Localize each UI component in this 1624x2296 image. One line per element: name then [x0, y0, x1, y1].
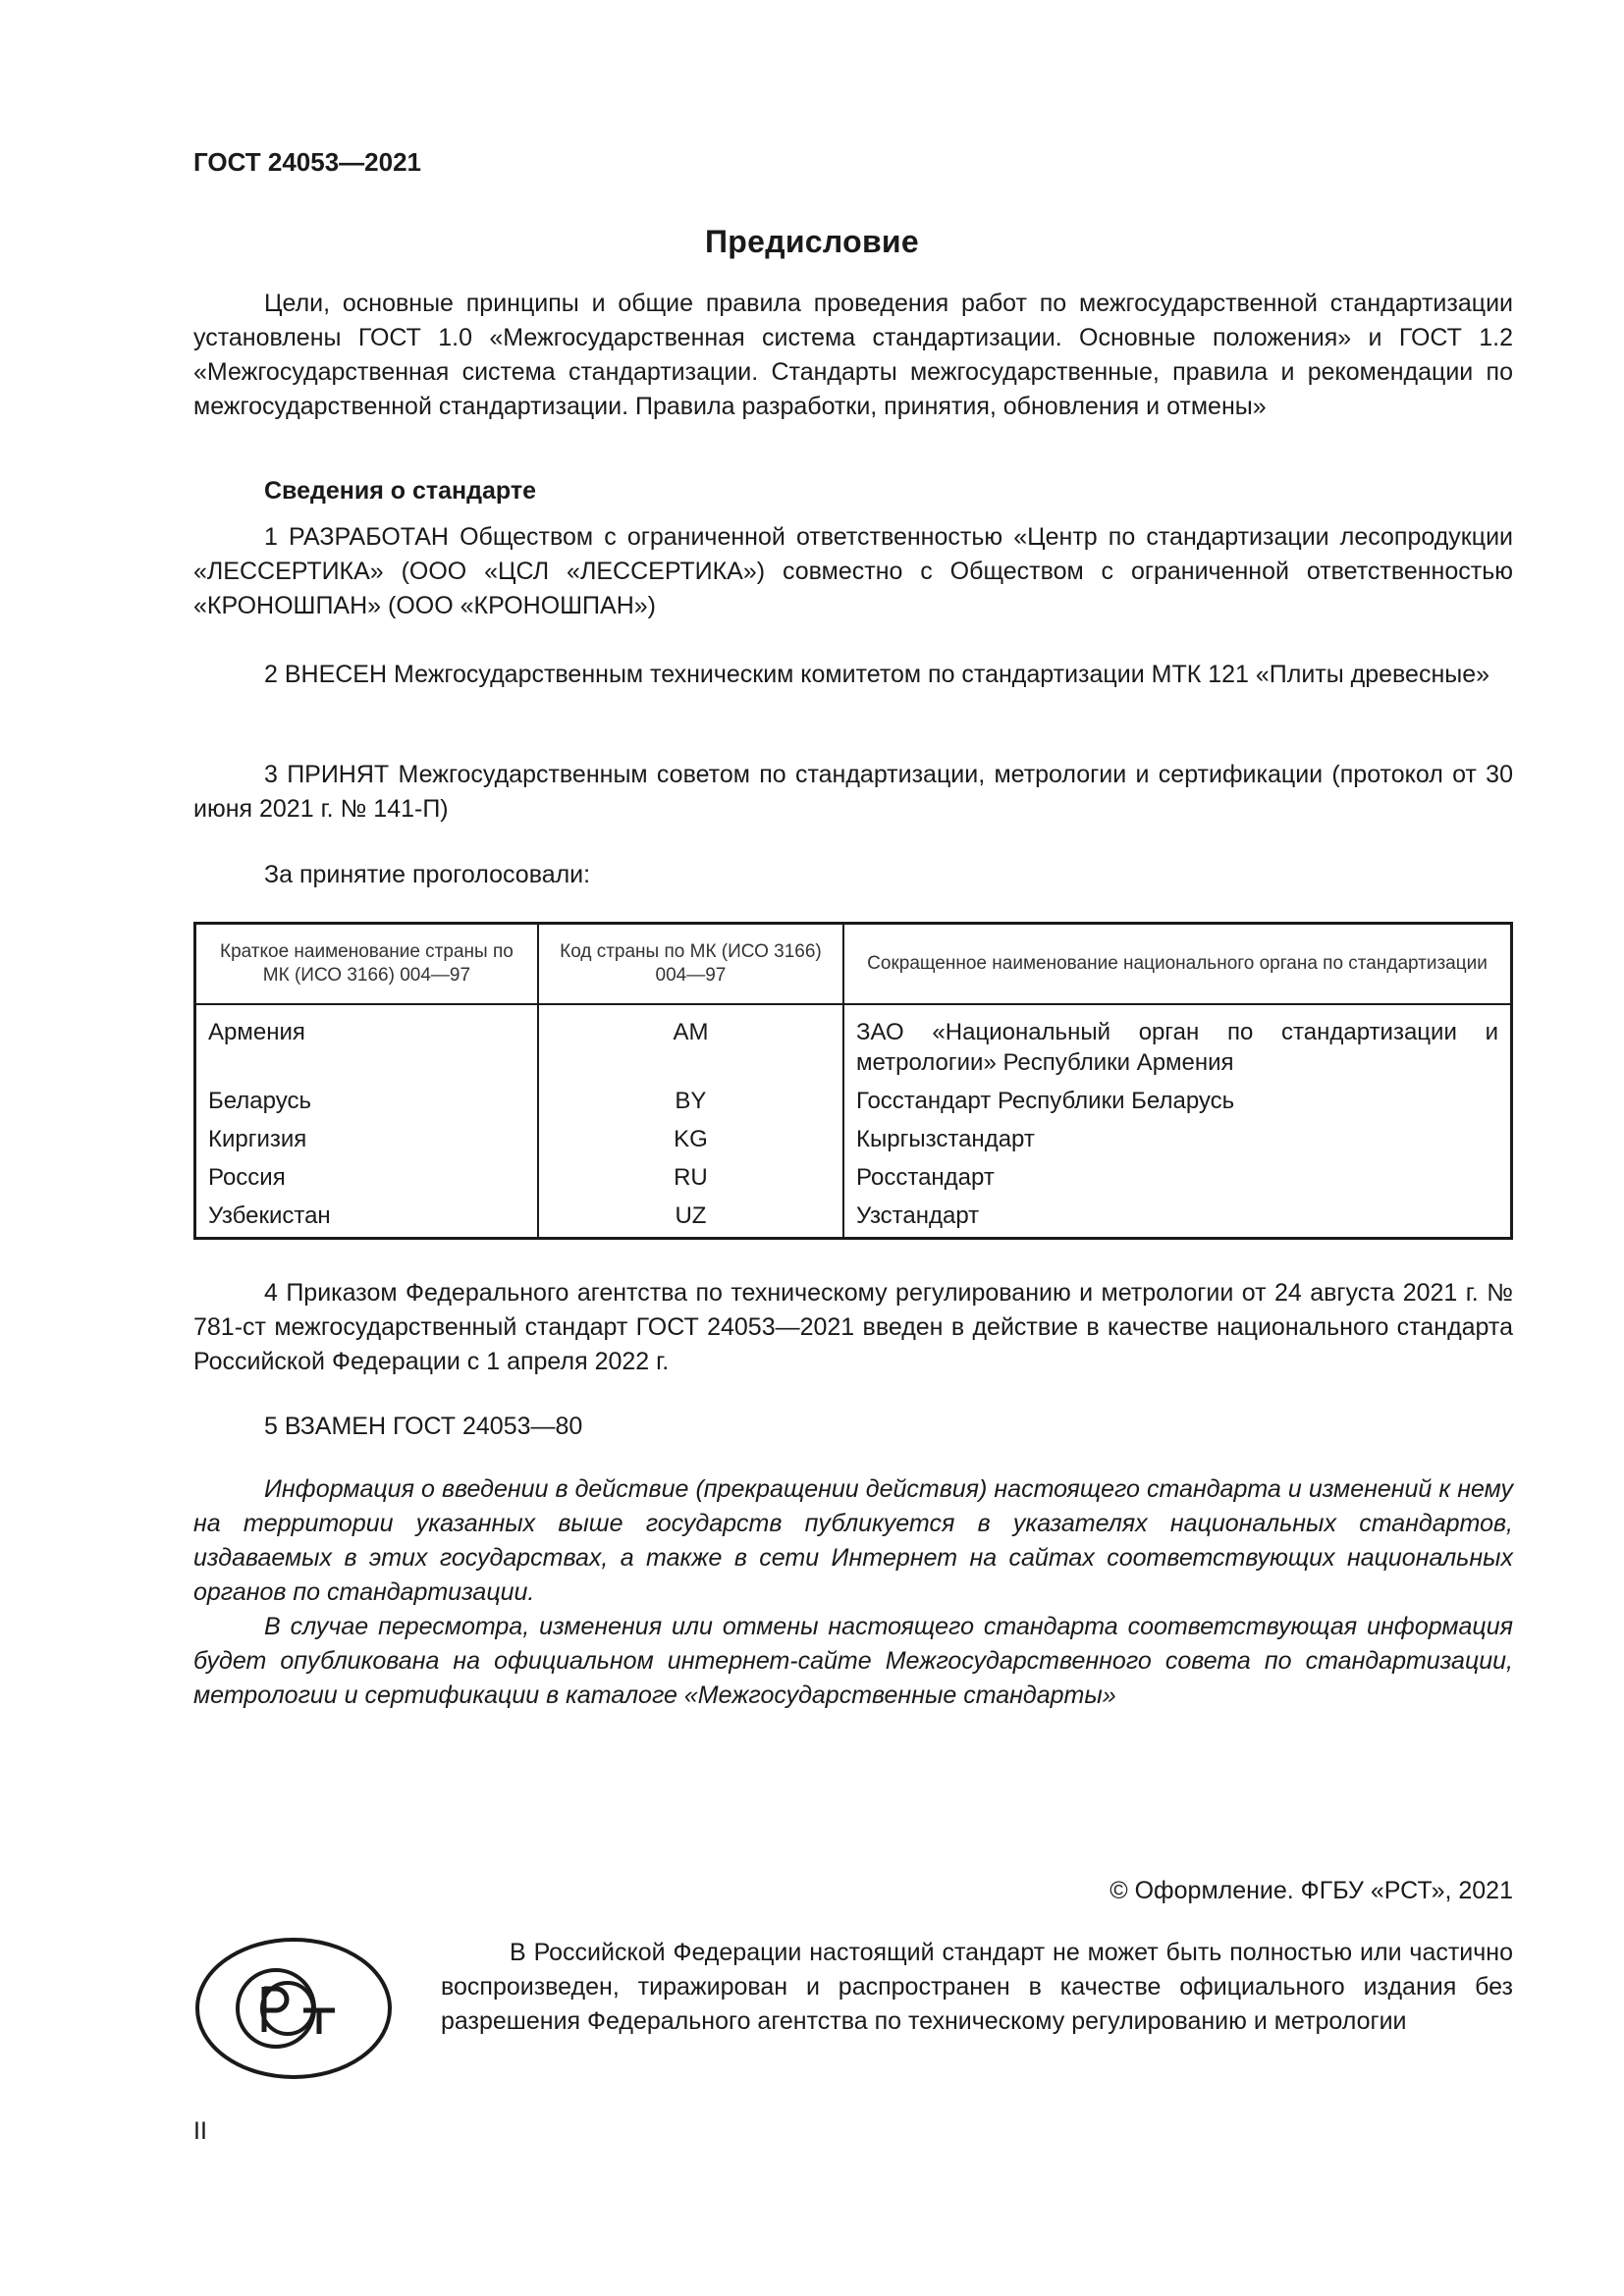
reproduction-notice: В Российской Федерации настоящий стандарт не может быть полностью или частично воспроизведен, тиражирован и распространен в качестве официального издания без разрешения Федерального агентства по техническому регулированию и метрологии [441, 1939, 1513, 2035]
note-revision-info: В случае пересмотра, изменения или отмены настоящего стандарта соответствующая информация будет опубликована на официальном интернет-сайте Межгосударственного совета по стандартизации, метрологии и сертификации в каталоге «Межгосударственные стандарты» [193, 1613, 1513, 1709]
body-cell: Узстандарт [856, 1202, 980, 1229]
section-heading-info: Сведения о стандарте [264, 477, 537, 505]
intro-paragraph: Цели, основные принципы и общие правила проведения работ по межгосударственной стандартизации установлены ГОСТ 1.0 «Межгосударственная система стандартизации. Основные положения» и ГОСТ 1.2 «Межгосударственная система стандартизации. Стандарты межгосударственные, правила и рекомендации по межгосударственной стандартизации. Правила разработки, принятия, обновления и отмены» [193, 290, 1513, 420]
rst-logo [193, 1936, 394, 2081]
page-number: II [193, 2117, 207, 2145]
table-row [195, 1193, 1512, 1239]
code-cell: UZ [538, 1193, 843, 1239]
copyright-notice: © Оформление. ФГБУ «РСТ», 2021 [1110, 1877, 1513, 1904]
code-cell: BY [538, 1078, 843, 1116]
page-title: Предисловие [704, 224, 920, 259]
table-row [195, 1004, 1512, 1078]
item-3-adopted: 3 ПРИНЯТ Межгосударственным советом по стандартизации, метрологии и сертификации (протокол от 30 июня 2021 г. № 141-П) [193, 761, 1513, 823]
item-4-order: 4 Приказом Федерального агентства по техническому регулированию и метрологии от 24 августа 2021 г. № 781-ст межгосударственный стандарт ГОСТ 24053—2021 введен в действие в качестве национального стандарта Российской Федерации с 1 апреля 2022 г. [193, 1279, 1513, 1375]
body-cell: Госстандарт Республики Беларусь [856, 1088, 1235, 1114]
note-introduction-info: Информация о введении в действие (прекращении действия) настоящего стандарта и изменений к нему на территории указанных выше государств публикуется в указателях национальных стандартов, издаваемых в этих государствах, а также в сети Интернет на сайтах соответствующих национальных органов по стандартизации. [193, 1475, 1513, 1606]
voted-label: За принятие проголосовали: [264, 861, 591, 888]
code-cell: AM [538, 1004, 843, 1078]
table-header-row [195, 924, 1512, 1005]
code-cell: RU [538, 1154, 843, 1193]
item-5-replaces: 5 ВЗАМЕН ГОСТ 24053—80 [264, 1413, 583, 1440]
item-2-submitted: 2 ВНЕСЕН Межгосударственным техническим комитетом по стандартизации МТК 121 «Плиты древесные» [264, 661, 1490, 688]
body-cell: Кыргызстандарт [856, 1126, 1035, 1152]
country-cell: Россия [195, 1154, 538, 1193]
code-cell: KG [538, 1116, 843, 1154]
body-cell: Росстандарт [856, 1164, 995, 1191]
document-code-header: ГОСТ 24053—2021 [193, 147, 421, 177]
country-cell: Беларусь [195, 1078, 538, 1116]
table-row [195, 1078, 1512, 1116]
table-row [195, 1154, 1512, 1193]
item-1-developed: 1 РАЗРАБОТАН Обществом с ограниченной ответственностью «Центр по стандартизации лесопродукции «ЛЕССЕРТИКА» (ООО «ЦСЛ «ЛЕССЕРТИКА») совместно с Обществом с ограниченной ответственностью «КРОНОШПАН» (ООО «КРОНОШПАН») [193, 523, 1513, 619]
table-row [195, 1116, 1512, 1154]
voting-countries-table [193, 922, 1513, 1240]
column-header-country: Краткое наименование страны по МК (ИСО 3166) 004—97 [195, 924, 538, 1005]
country-cell: Армения [195, 1004, 538, 1078]
column-header-body: Сокращенное наименование национального органа по стандартизации [843, 924, 1511, 1005]
body-cell: ЗАО «Национальный орган по стандартизации и метрологии» Республики Армения [856, 1019, 1498, 1076]
country-cell: Узбекистан [195, 1193, 538, 1239]
column-header-code: Код страны по МК (ИСО 3166) 004—97 [538, 924, 843, 1005]
country-cell: Киргизия [195, 1116, 538, 1154]
